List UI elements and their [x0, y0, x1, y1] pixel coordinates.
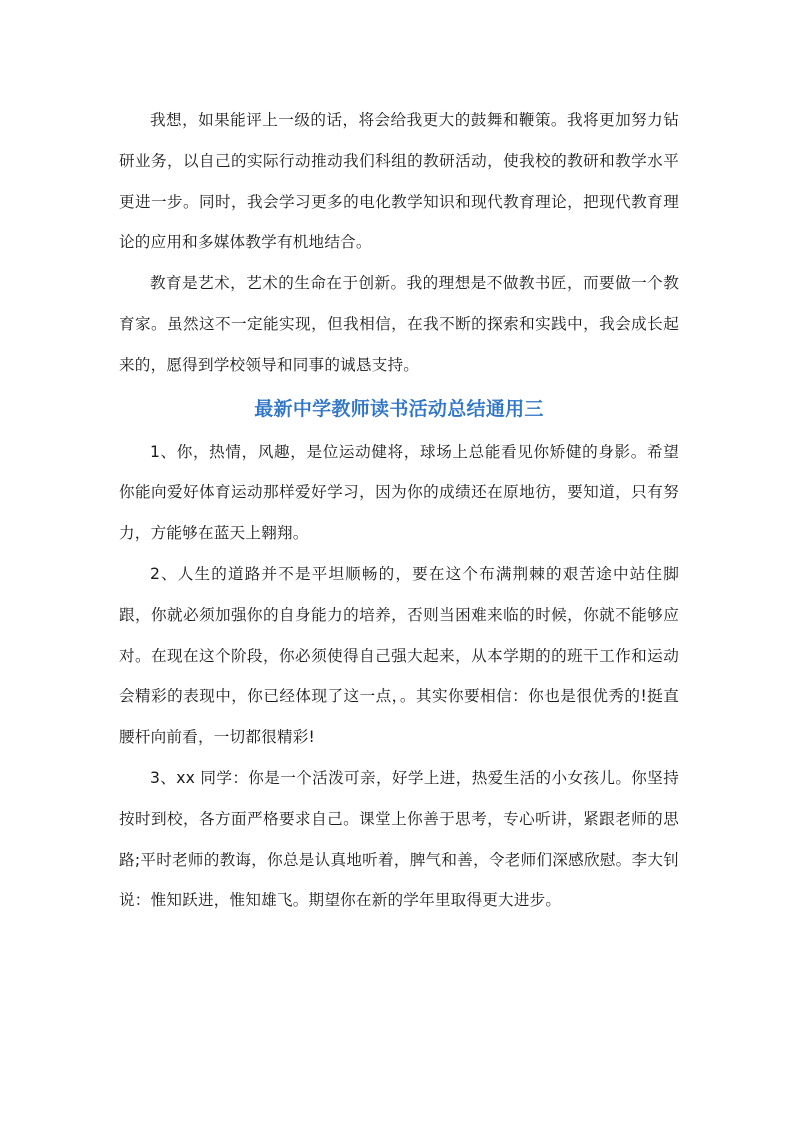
paragraph-promotion-goals: 我想，如果能评上一级的话，将会给我更大的鼓舞和鞭策。我将更加努力钻研业务，以自己的实际行动推动我们科组的教研活动，使我校的教研和教学水平更进一步。同时，我会学习更多的电化教学知识和现代教育理论，把现代教育理论的应用和多媒体教学有机地结合。	[119, 111, 679, 252]
section-heading: 最新中学教师读书活动总结通用三	[254, 397, 544, 420]
document-body	[119, 100, 679, 921]
comment-paragraph-3: 3、xx 同学：你是一个活泼可亲，好学上进，热爱生活的小女孩儿。你坚持按时到校，各方面严格要求自己。课堂上你善于思考，专心听讲，紧跟老师的思路;平时老师的教诲，你总是认真地听着，脾气和善，令老师们深感欣慰。李大钊说：惟知跃进，惟知雄飞。期望你在新的学年里取得更大进步。	[119, 768, 679, 910]
comment-paragraph-2: 2、人生的道路并不是平坦顺畅的，要在这个布满荆棘的艰苦途中站住脚跟，你就必须加强你的自身能力的培养，否则当困难来临的时候，你就不能够应对。在现在这个阶段，你必须使得自己强大起来，从本学期的的班干工作和运动会精彩的表现中，你已经体现了这一点，。其实你要相信：你也是很优秀的!挺直腰杆向前看，一切都很精彩!	[119, 564, 679, 747]
comment-paragraph-1: 1、你，热情，风趣，是位运动健将，球场上总能看见你矫健的身影。希望你能向爱好体育运动那样爱好学习，因为你的成绩还在原地彷，要知道，只有努力，方能够在蓝天上翱翔。	[119, 442, 679, 543]
paragraph-education-ideal: 教育是艺术，艺术的生命在于创新。我的理想是不做教书匠，而要做一个教育家。虽然这不一定能实现，但我相信，在我不断的探索和实践中，我会成长起来的，愿得到学校领导和同事的诚恳支持。	[119, 274, 679, 374]
